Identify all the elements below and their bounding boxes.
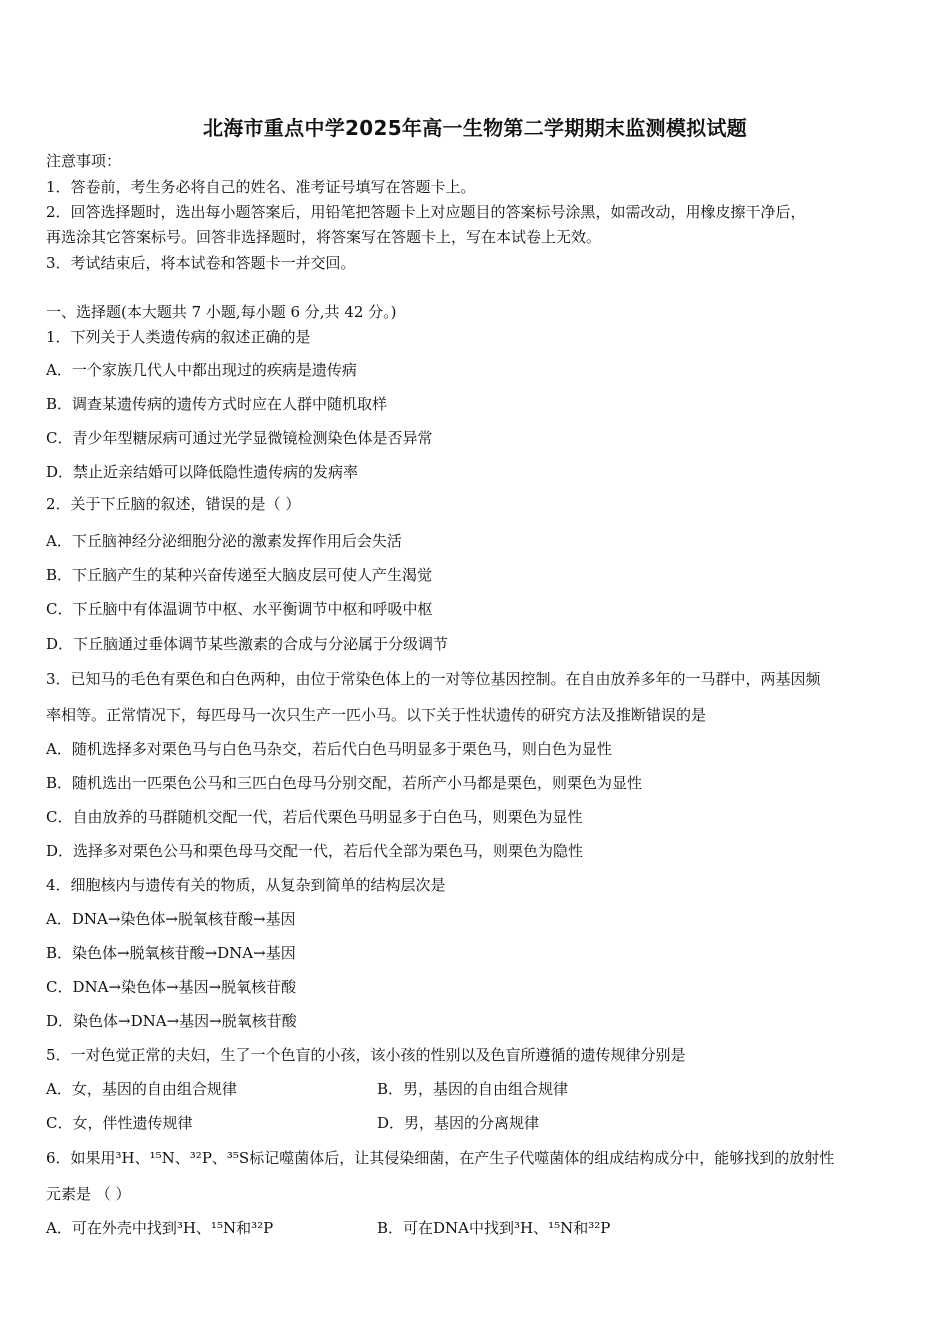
q3-option-d: D．选择多对栗色公马和栗色母马交配一代，若后代全部为栗色马，则栗色为隐性 [46, 842, 584, 860]
q2-option-b: B．下丘脑产生的某种兴奋传递至大脑皮层可使人产生渴觉 [46, 566, 433, 584]
notice-item-1: 1．答卷前，考生务必将自己的姓名、准考证号填写在答题卡上。 [46, 178, 476, 196]
q5-option-c: C．女，伴性遗传规律 [46, 1114, 193, 1132]
notice-item-3: 3．考试结束后，将本试卷和答题卡一并交回。 [46, 254, 356, 272]
q3-stem-line1: 3．已知马的毛色有栗色和白色两种，由位于常染色体上的一对等位基因控制。在自由放养多年的一马群中，两基因频 [46, 670, 821, 688]
q1-option-b: B．调查某遗传病的遗传方式时应在人群中随机取样 [46, 395, 388, 413]
q6-stem-line2: 元素是 （ ） [46, 1185, 131, 1203]
q4-option-b: B．染色体→脱氧核苷酸→DNA→基因 [46, 944, 296, 962]
q2-option-c: C．下丘脑中有体温调节中枢、水平衡调节中枢和呼吸中枢 [46, 600, 433, 618]
q4-option-d: D．染色体→DNA→基因→脱氧核苷酸 [46, 1012, 297, 1030]
q2-option-a: A．下丘脑神经分泌细胞分泌的激素发挥作用后会失活 [46, 532, 402, 550]
notice-heading: 注意事项： [46, 152, 122, 170]
q3-stem-line2: 率相等。正常情况下，每匹母马一次只生产一匹小马。以下关于性状遗传的研究方法及推断错误的是 [46, 706, 707, 724]
q2-option-d: D．下丘脑通过垂体调节某些激素的合成与分泌属于分级调节 [46, 635, 449, 653]
q3-option-a: A．随机选择多对栗色马与白色马杂交，若后代白色马明显多于栗色马，则白色为显性 [46, 740, 612, 758]
q3-option-c: C．自由放养的马群随机交配一代，若后代栗色马明显多于白色马，则栗色为显性 [46, 808, 583, 826]
q6-option-b: B．可在DNA中找到³H、¹⁵N和³²P [377, 1219, 611, 1237]
q5-stem: 5．一对色觉正常的夫妇，生了一个色盲的小孩，该小孩的性别以及色盲所遵循的遗传规律分别是 [46, 1046, 686, 1064]
q4-stem: 4．细胞核内与遗传有关的物质，从复杂到简单的结构层次是 [46, 876, 446, 894]
q1-stem: 1．下列关于人类遗传病的叙述正确的是 [46, 328, 311, 346]
q6-stem-line1: 6．如果用³H、¹⁵N、³²P、³⁵S标记噬菌体后，让其侵染细菌，在产生子代噬菌体的组成结构成分中，能够找到的放射性 [46, 1149, 835, 1167]
notice-item-2-cont: 再选涂其它答案标号。回答非选择题时，将答案写在答题卡上，写在本试卷上无效。 [46, 228, 602, 246]
q5-option-a: A．女，基因的自由组合规律 [46, 1080, 237, 1098]
section-heading: 一、选择题(本大题共 7 小题,每小题 6 分,共 42 分。) [46, 303, 397, 321]
page-title: 北海市重点中学2025年高一生物第二学期期末监测模拟试题 [202, 116, 748, 140]
q1-option-d: D．禁止近亲结婚可以降低隐性遗传病的发病率 [46, 463, 359, 481]
q1-option-a: A．一个家族几代人中都出现过的疾病是遗传病 [46, 361, 357, 379]
q2-stem: 2．关于下丘脑的叙述，错误的是（ ） [46, 495, 301, 513]
q5-option-b: B．男，基因的自由组合规律 [377, 1080, 569, 1098]
q3-option-b: B．随机选出一匹栗色公马和三匹白色母马分别交配，若所产小马都是栗色，则栗色为显性 [46, 774, 643, 792]
q4-option-a: A．DNA→染色体→脱氧核苷酸→基因 [46, 910, 296, 928]
notice-item-2: 2．回答选择题时，选出每小题答案后，用铅笔把答题卡上对应题目的答案标号涂黑，如需改动，用橡皮擦干净后， [46, 203, 806, 221]
q6-option-a: A．可在外壳中找到³H、¹⁵N和³²P [46, 1219, 274, 1237]
q4-option-c: C．DNA→染色体→基因→脱氧核苷酸 [46, 978, 297, 996]
q1-option-c: C．青少年型糖尿病可通过光学显微镜检测染色体是否异常 [46, 429, 433, 447]
q5-option-d: D．男，基因的分离规律 [377, 1114, 540, 1132]
